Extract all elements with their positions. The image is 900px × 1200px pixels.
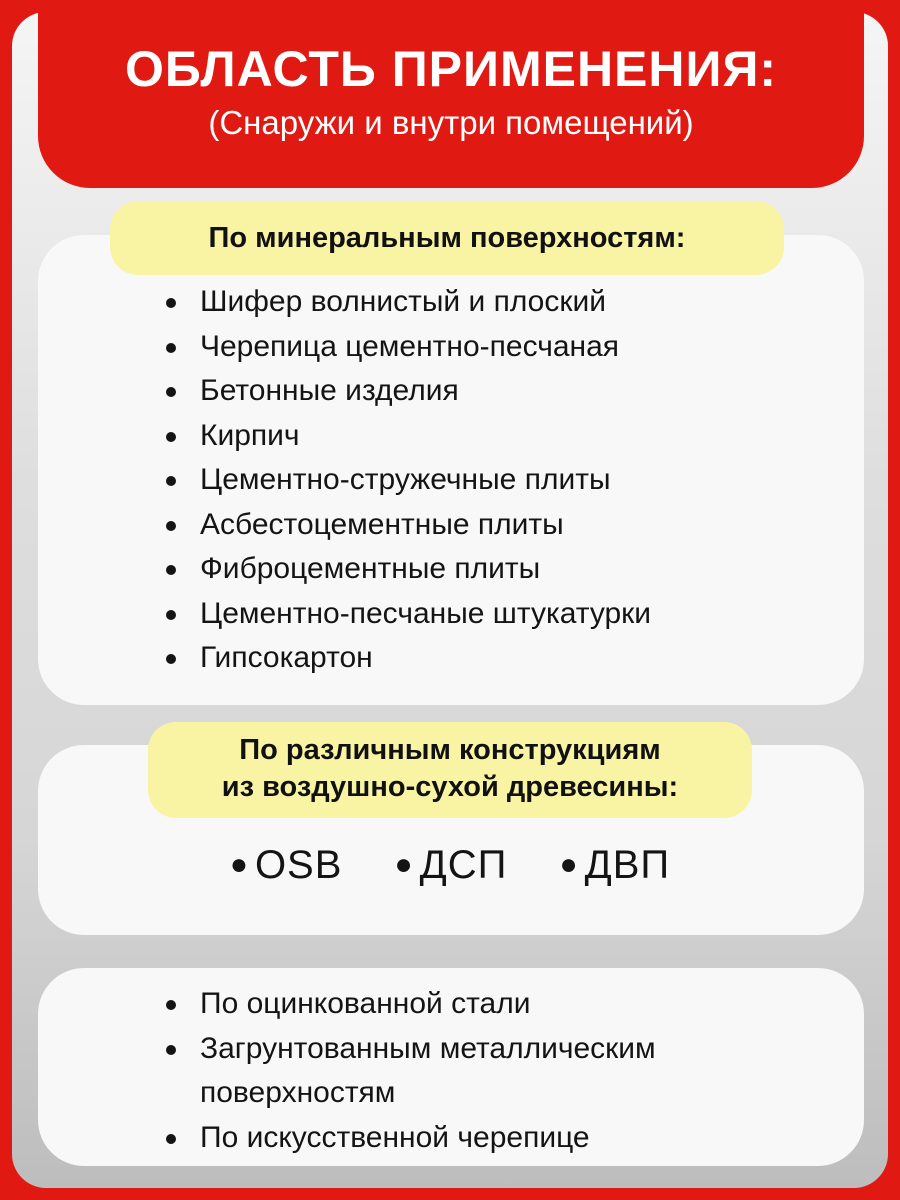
wood-heading-line1: По различным конструкциям [239, 734, 661, 766]
wood-heading-line2: из воздушно-сухой древесины: [221, 771, 679, 803]
list-item: Кирпич [160, 414, 651, 459]
mineral-list [160, 280, 651, 681]
wood-heading [148, 722, 752, 818]
material-label: ДВП [584, 843, 671, 887]
bullet-icon: ● [394, 848, 414, 881]
list-item: Загрунтованным металлическим поверхностям [160, 1027, 760, 1116]
bullet-icon: ● [229, 848, 249, 881]
list-item: Асбестоцементные плиты [160, 503, 651, 548]
material-item [230, 843, 343, 888]
list-item: Фиброцементные плиты [160, 547, 651, 592]
list-item: Бетонные изделия [160, 369, 651, 414]
list-item: По искусственной черепице [160, 1116, 760, 1161]
list-item: Шифер волнистый и плоский [160, 280, 651, 325]
metal-list [160, 982, 760, 1160]
list-item: Черепица цементно-песчаная [160, 325, 651, 370]
material-label: ДСП [419, 843, 508, 887]
mineral-heading: По минеральным поверхностям: [110, 201, 784, 275]
page-subtitle: (Снаружи и внутри помещений) [208, 104, 694, 141]
material-item [560, 843, 671, 888]
bullet-icon: ● [559, 848, 579, 881]
material-item [395, 843, 508, 888]
header-banner [38, 0, 864, 188]
material-label: OSB [254, 843, 343, 887]
list-item: По оцинкованной стали [160, 982, 760, 1027]
page-title: ОБЛАСТЬ ПРИМЕНЕНИЯ: [124, 41, 778, 97]
list-item: Гипсокартон [160, 636, 651, 681]
wood-materials [0, 843, 900, 888]
list-item: Цементно-стружечные плиты [160, 458, 651, 503]
list-item: Цементно-песчаные штукатурки [160, 592, 651, 637]
